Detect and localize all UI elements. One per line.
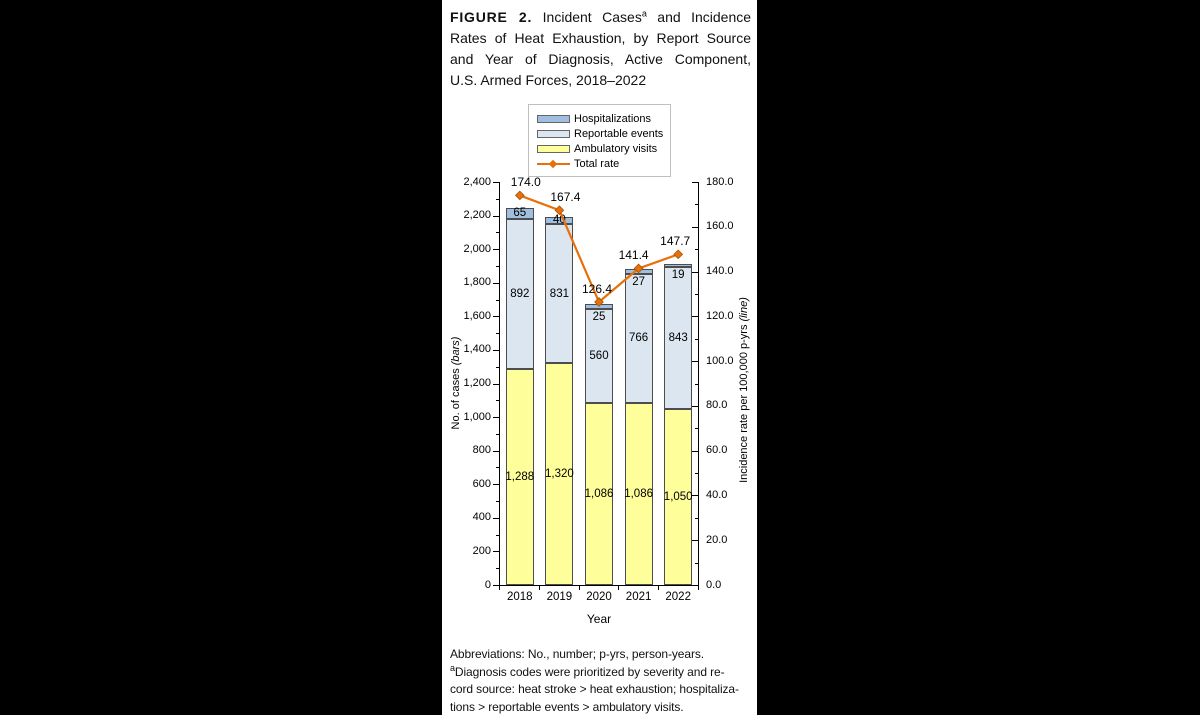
legend-label: Total rate (574, 157, 620, 170)
rate-point-marker (674, 250, 683, 259)
legend-marker (549, 159, 557, 167)
rate-point-marker (555, 206, 564, 215)
bar-value-label: 19 (671, 269, 685, 282)
left-axis-tick (493, 283, 499, 284)
left-axis-tick (496, 535, 499, 536)
right-axis-tick-label: 120.0 (706, 309, 734, 322)
bar-value-label: 40 (552, 214, 566, 227)
right-axis-tick-label: 100.0 (706, 354, 734, 367)
left-axis-tick-label: 2,000 (463, 242, 491, 255)
left-axis-tick (493, 451, 499, 452)
right-axis-tick-label: 20.0 (706, 533, 728, 546)
title-text: Incident Cases (532, 9, 642, 25)
x-axis-title: Year (586, 612, 612, 626)
title-superscript: a (641, 8, 647, 19)
left-axis-tick (493, 484, 499, 485)
right-axis-title-italic: (line) (738, 297, 750, 322)
left-axis-tick (493, 518, 499, 519)
figure-number: FIGURE 2. (450, 9, 533, 25)
left-axis-tick (493, 384, 499, 385)
chart-area (442, 0, 757, 715)
left-axis-tick-label: 2,400 (463, 175, 491, 188)
left-axis-title-text: No. of cases (450, 368, 462, 430)
figure-title-line3: and Year of Diagnosis, Active Component, (450, 51, 751, 67)
rate-value-label: 167.4 (550, 190, 581, 205)
bar-value-label: 1,086 (624, 487, 653, 500)
bar-value-label: 1,050 (663, 490, 693, 503)
bar-value-label: 27 (632, 276, 645, 289)
left-axis-tick-label: 600 (472, 477, 491, 490)
title-text: and Incidence (646, 9, 752, 25)
right-axis-tick-label: 40.0 (706, 488, 728, 501)
footnote-text: Diagnosis codes were prioritized by severity and re- (454, 664, 725, 679)
right-axis-tick-label: 80.0 (706, 399, 728, 412)
bar-value-label: 25 (592, 310, 606, 323)
right-axis-title (737, 270, 751, 510)
bar-value-label: 766 (629, 332, 649, 345)
left-axis-tick (493, 417, 499, 418)
left-axis-tick (496, 400, 499, 401)
category-label: 2021 (625, 591, 652, 603)
bar-value-label: 843 (668, 331, 688, 344)
rate-value-label: 126.4 (581, 282, 613, 296)
left-axis-tick (496, 467, 499, 468)
bar-value-label: 1,086 (584, 487, 614, 500)
x-axis-tick (499, 586, 500, 590)
footnote-line4: tions > reportable events > ambulatory visits. (450, 699, 684, 714)
legend-item (537, 111, 663, 126)
legend-label: Hospitalizations (574, 112, 652, 125)
left-axis-tick (493, 182, 499, 183)
left-axis-tick-label: 1,200 (463, 377, 491, 389)
left-axis-title-italic: (bars) (450, 336, 462, 366)
bar-value-label: 65 (513, 207, 527, 220)
rate-point-marker (516, 191, 525, 200)
left-axis-tick (496, 367, 499, 368)
left-axis-tick (496, 232, 499, 233)
category-label: 2020 (586, 591, 612, 603)
legend-label: Ambulatory visits (574, 142, 658, 155)
left-axis-tick (496, 266, 499, 267)
footnotes (450, 646, 755, 715)
left-axis-tick-label: 1,800 (463, 276, 491, 289)
left-axis-tick (496, 501, 499, 502)
figure-title-line4: U.S. Armed Forces, 2018–2022 (450, 72, 647, 88)
right-axis-title-text: Incidence rate per 100,000 p-yrs (738, 324, 750, 483)
right-axis-tick-label: 160.0 (706, 220, 734, 233)
legend-swatch-bar (537, 145, 570, 153)
left-axis-tick (493, 316, 499, 317)
x-axis-line (499, 585, 699, 586)
legend-swatch-bar (537, 130, 570, 138)
left-axis-tick-label: 0 (484, 578, 491, 591)
legend-item (537, 126, 663, 141)
left-axis-tick-label: 800 (472, 444, 491, 457)
legend-swatch-line (537, 159, 570, 168)
left-axis-tick-label: 2,200 (463, 209, 491, 222)
bar-value-label: 1,288 (505, 470, 535, 483)
legend-item (537, 156, 663, 171)
bar-value-label: 560 (589, 349, 609, 362)
rate-value-label: 174.0 (510, 175, 541, 190)
footnote-superscript: a (450, 663, 455, 673)
right-axis-tick-label: 140.0 (706, 265, 734, 278)
category-label: 2019 (546, 591, 573, 603)
figure-panel (442, 0, 757, 715)
left-axis-tick-label: 1,400 (463, 343, 491, 356)
left-axis-tick (496, 199, 499, 200)
left-axis-tick (496, 434, 499, 435)
left-axis-tick-label: 1,600 (463, 309, 491, 322)
rate-value-label: 141.4 (618, 248, 649, 263)
legend-swatch-bar (537, 115, 570, 123)
left-axis-tick (496, 568, 499, 569)
rate-value-label: 147.7 (660, 234, 691, 249)
left-axis-tick-label: 200 (472, 544, 491, 557)
chart-legend (528, 104, 671, 177)
bar-value-label: 892 (510, 287, 530, 300)
footnote-abbreviations: Abbreviations: No., number; p-yrs, person-years. (450, 647, 704, 661)
left-axis-tick (493, 551, 499, 552)
category-label: 2022 (665, 591, 691, 603)
left-axis-tick (493, 249, 499, 250)
bar-value-label: 831 (549, 287, 569, 300)
x-axis-tick (698, 586, 699, 590)
left-axis-tick-label: 1,000 (463, 410, 491, 423)
category-label: 2018 (507, 591, 533, 603)
x-axis-tick (658, 586, 659, 590)
left-axis-tick-label: 400 (472, 511, 491, 524)
figure-title-line2: Rates of Heat Exhaustion, by Report Source (450, 30, 751, 46)
legend-label: Reportable events (574, 127, 664, 140)
legend-item (537, 141, 663, 156)
bar-value-label: 1,320 (545, 468, 574, 481)
footnote-line2 (450, 664, 755, 682)
x-axis-tick (618, 586, 619, 590)
right-axis-tick-label: 0.0 (706, 578, 722, 591)
right-axis-tick-label: 180.0 (706, 175, 734, 188)
left-axis-tick (493, 350, 499, 351)
x-axis-tick (579, 586, 580, 590)
x-axis-tick (539, 586, 540, 590)
left-axis-tick (496, 333, 499, 334)
right-axis-tick-label: 60.0 (706, 444, 728, 457)
footnote-line3: cord source: heat stroke > heat exhaustion; hospitaliza- (450, 682, 739, 696)
